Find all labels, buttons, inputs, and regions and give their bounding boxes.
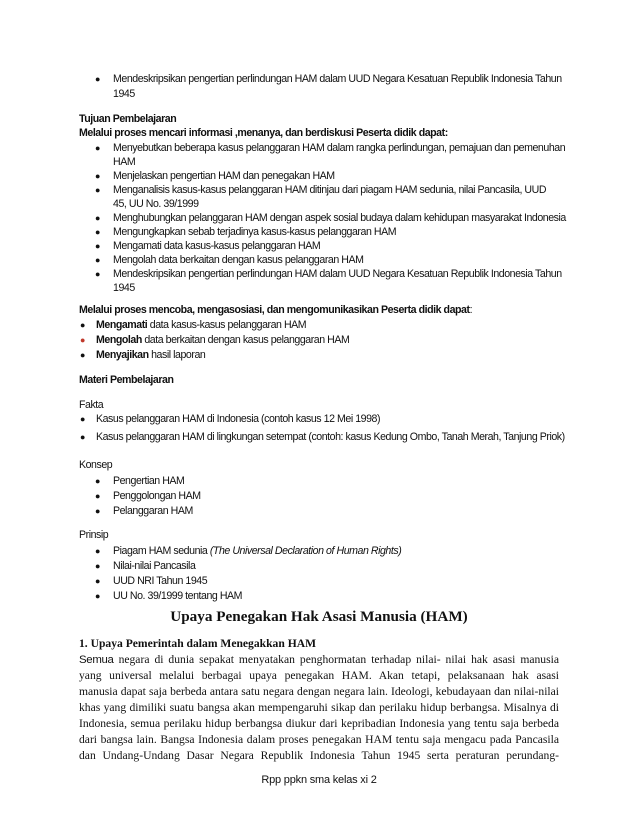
prinsip-item: UUD NRI Tahun 1945 — [113, 575, 208, 587]
fakta-item: Kasus pelanggaran HAM di Indonesia (contoh kasus 12 Mei 1998) — [96, 413, 381, 425]
page-footer: Rpp ppkn sma kelas xi 2 — [261, 774, 377, 786]
konsep-item: Pengertian HAM — [113, 475, 185, 487]
bullet-icon: ● — [95, 171, 100, 181]
mencoba-item-rest: data kasus-kasus pelanggaran HAM — [147, 319, 307, 331]
konsep-item: Penggolongan HAM — [113, 490, 201, 502]
mencoba-item — [96, 348, 205, 362]
konsep-item: Pelanggaran HAM — [113, 505, 193, 517]
bullet-icon: ● — [95, 241, 100, 251]
prinsip-item-text: Piagam HAM sedunia — [113, 545, 210, 557]
tujuan-item: Mengolah data berkaitan dengan kasus pelanggaran HAM — [113, 254, 364, 266]
tujuan-item-cont: HAM — [113, 156, 136, 168]
tujuan-item: Mendeskripsikan pengertian perlindungan HAM dalam UUD Negara Kesatuan Republik Indonesia Tahun — [113, 268, 562, 280]
bullet-icon: ● — [95, 185, 100, 195]
bullet-icon: ● — [95, 213, 100, 223]
bullet-icon: ● — [95, 143, 100, 153]
materi-heading: Materi Pembelajaran — [79, 374, 174, 386]
mencoba-item-verb: Mengamati — [96, 319, 148, 331]
bullet-icon: ● — [95, 591, 100, 601]
bullet-icon: ● — [95, 506, 100, 516]
tujuan-heading: Tujuan Pembelajaran — [79, 113, 177, 125]
prinsip-label: Prinsip — [79, 529, 109, 541]
fakta-label: Fakta — [79, 399, 104, 411]
konsep-label: Konsep — [79, 459, 113, 471]
bullet-icon: ● — [95, 476, 100, 486]
paragraph-line-text: negara di dunia sepakat menyatakan penghormatan terhadap nilai- nilai hak asasi manusia — [113, 653, 559, 666]
paragraph-line: dan Undang-Undang Dasar Negara Republik Indonesia Tahun 1945 serta peraturan perundang- — [79, 749, 559, 762]
paragraph-line: khas yang dimiliki suatu bangsa akan mempengaruhi sikap dan perilaku hidup berbangsa. Misalnya di — [79, 701, 559, 714]
fakta-item: Kasus pelanggaran HAM di lingkungan setempat (contoh: kasus Kedung Ombo, Tanah Merah, Tanjung Priok) — [96, 431, 565, 443]
paragraph-line: yang universal melalui berbagai upaya penegakan HAM. Akan tetapi, pelaksanaan hak asasi — [79, 669, 559, 682]
mencoba-item-verb: Menyajikan — [96, 349, 149, 361]
prinsip-item: Nilai-nilai Pancasila — [113, 560, 196, 572]
tujuan-item-cont: 1945 — [113, 282, 135, 294]
mencoba-intro-tail: : — [469, 304, 473, 316]
bullet-icon: ● — [80, 335, 85, 345]
bullet-icon: ● — [95, 561, 100, 571]
section-subheading: 1. Upaya Pemerintah dalam Menegakkan HAM — [79, 637, 317, 650]
mencoba-item-verb: Mengolah — [96, 334, 142, 346]
top-bullet-line2: 1945 — [113, 88, 135, 100]
prinsip-item — [113, 544, 401, 558]
paragraph-line: Indonesia, semua perilaku hidup berbangsa diukur dari kepribadian Indonesia yang tentu saja berbeda — [79, 717, 559, 730]
bullet-icon: ● — [80, 432, 85, 442]
tujuan-item-cont: 45, UU No. 39/1999 — [113, 198, 199, 210]
tujuan-item: Mengungkapkan sebab terjadinya kasus-kasus pelanggaran HAM — [113, 226, 397, 238]
section-title: Upaya Penegakan Hak Asasi Manusia (HAM) — [170, 608, 468, 625]
mencoba-item-rest: data berkaitan dengan kasus pelanggaran HAM — [141, 334, 350, 346]
bullet-icon: ● — [95, 546, 100, 556]
bullet-icon: ● — [80, 350, 85, 360]
bullet-icon: ● — [80, 414, 85, 424]
tujuan-item: Menghubungkan pelanggaran HAM dengan aspek sosial budaya dalam kehidupan masyarakat Indonesia — [113, 212, 566, 224]
bullet-icon: ● — [95, 576, 100, 586]
prinsip-item-italic: (The Universal Declaration of Human Rights) — [209, 545, 402, 557]
mencoba-item — [96, 333, 349, 347]
tujuan-item: Menjelaskan pengertian HAM dan penegakan HAM — [113, 170, 335, 182]
prinsip-item: UU No. 39/1999 tentang HAM — [113, 590, 243, 602]
paragraph-line — [79, 652, 559, 667]
bullet-icon: ● — [95, 269, 100, 279]
paragraph-first-word: Semua — [79, 654, 114, 666]
bullet-icon: ● — [95, 74, 100, 84]
paragraph-line: dari bangsa lain. Bangsa Indonesia dalam proses penegakan HAM tentu saja mengacu pada Pancasila — [79, 733, 559, 746]
tujuan-item: Menyebutkan beberapa kasus pelanggaran HAM dalam rangka perlindungan, pemajuan dan pemenuhan — [113, 142, 566, 154]
mencoba-intro — [79, 303, 472, 317]
bullet-icon: ● — [95, 255, 100, 265]
mencoba-item — [96, 318, 306, 332]
mencoba-intro-bold: Melalui proses mencoba, mengasosiasi, dan mengomunikasikan Peserta didik dapat — [79, 304, 470, 316]
bullet-icon: ● — [80, 320, 85, 330]
top-bullet-line1: Mendeskripsikan pengertian perlindungan HAM dalam UUD Negara Kesatuan Republik Indonesia Tahun — [113, 73, 562, 85]
paragraph-line: manusia dapat saja berbeda antara satu negara dengan negara lain. Ideologi, kebudayaan dan nilai-nilai — [79, 685, 559, 698]
bullet-icon: ● — [95, 491, 100, 501]
tujuan-item: Menganalisis kasus-kasus pelanggaran HAM ditinjau dari piagam HAM sedunia, nilai Pancasila, UUD — [113, 184, 547, 196]
tujuan-item: Mengamati data kasus-kasus pelanggaran HAM — [113, 240, 321, 252]
bullet-icon: ● — [95, 227, 100, 237]
tujuan-intro: Melalui proses mencari informasi ,menanya, dan berdiskusi Peserta didik dapat: — [79, 127, 448, 139]
mencoba-item-rest: hasil laporan — [148, 349, 206, 361]
